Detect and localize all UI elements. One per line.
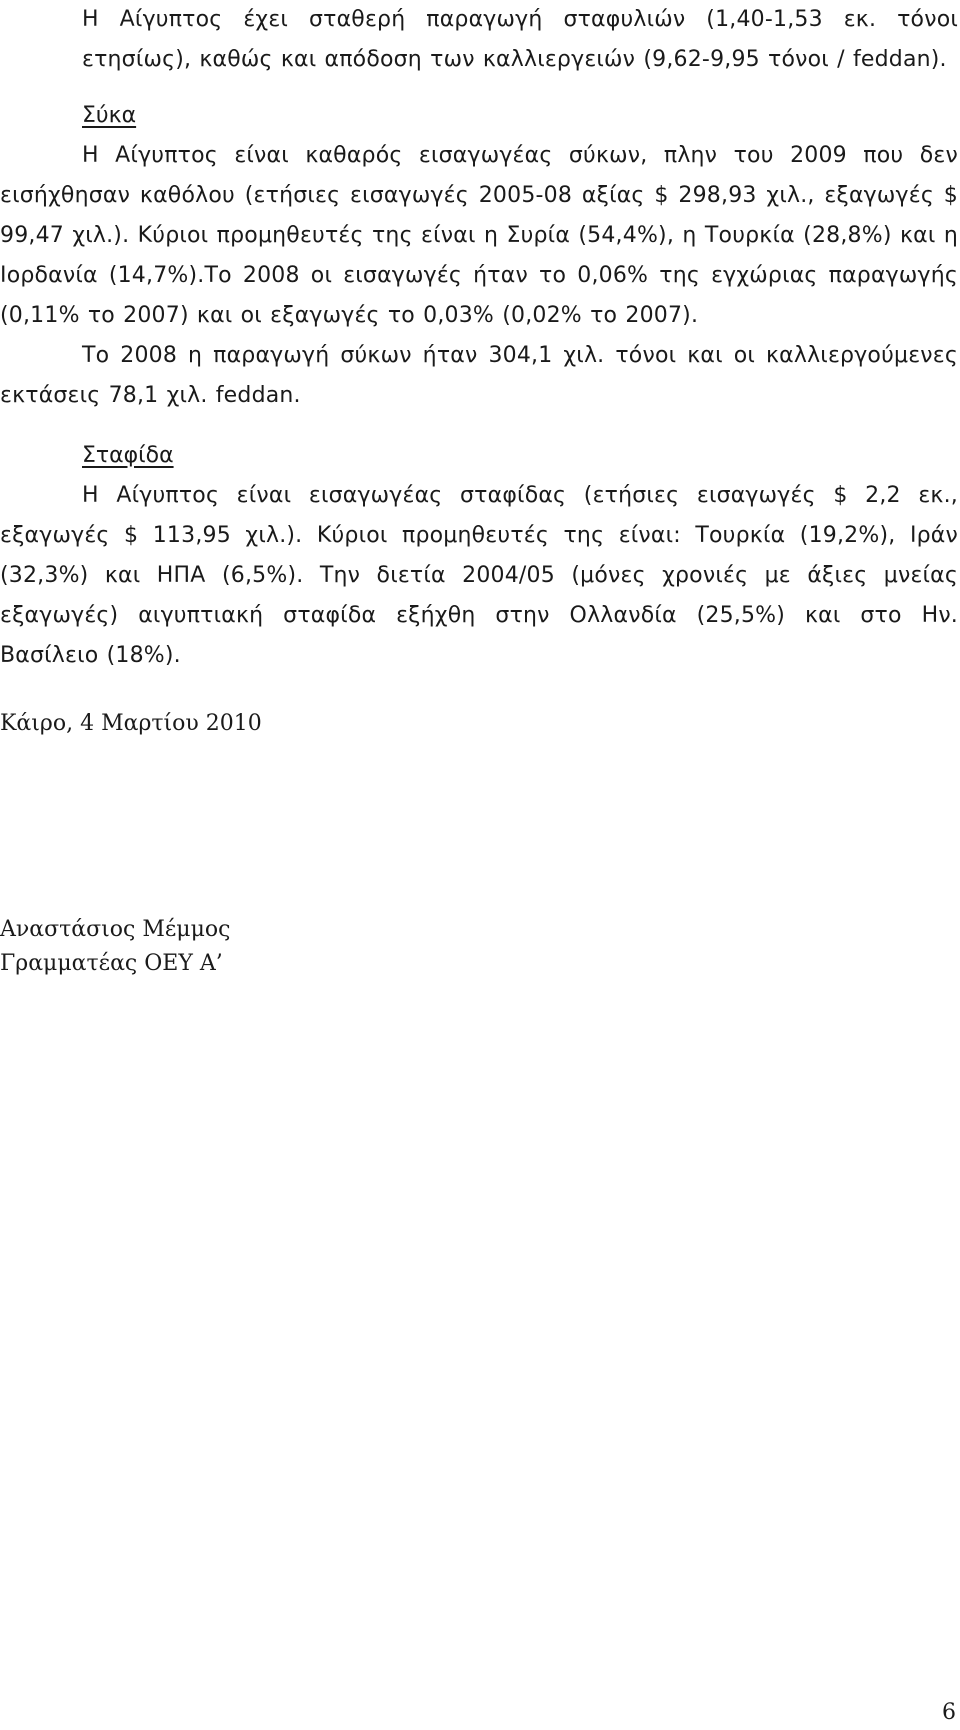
figs-heading: Σύκα bbox=[82, 103, 137, 128]
raisins-paragraph: Η Αίγυπτος είναι εισαγωγέας σταφίδας (ετήσιες εισαγωγές $ 2,2 εκ., εξαγωγές $ 113,95 χιλ.). Κύριοι προμηθευτές της είναι: Τουρκία (19,2%), Ιράν (32,3%) και ΗΠΑ (6,5%). Την διετία 2004/05 (μόνες χρονιές με άξιες μνείας εξαγωγές) αιγυπτιακή σταφίδα εξήχθη στην Ολλανδία (25,5%) και στο Ην. Βασίλειο (18%). bbox=[0, 483, 958, 668]
date-line: Κάιρο, 4 Μαρτίου 2010 bbox=[0, 711, 262, 736]
page-number: 6 bbox=[942, 1700, 956, 1725]
figs-paragraph-1: Η Αίγυπτος είναι καθαρός εισαγωγέας σύκων, πλην του 2009 που δεν εισήχθησαν καθόλου (ετήσιες εισαγωγές 2005-08 αξίας $ 298,93 χιλ., εξαγωγές $ 99,47 χιλ.). Κύριοι προμηθευτές της είναι η Συρία (54,4%), η Τουρκία (28,8%) και η Ιορδανία (14,7%).Το 2008 οι εισαγωγές ήταν το 0,06% της εγχώριας παραγωγής (0,11% το 2007) και οι εξαγωγές το 0,03% (0,02% το 2007). bbox=[0, 143, 958, 328]
signature-name: Αναστάσιος Μέμμος bbox=[0, 917, 231, 942]
figs-paragraph-2: Το 2008 η παραγωγή σύκων ήταν 304,1 χιλ. τόνοι και οι καλλιεργούμενες εκτάσεις 78,1 χιλ. feddan. bbox=[0, 343, 958, 408]
intro-paragraph: Η Αίγυπτος έχει σταθερή παραγωγή σταφυλιών (1,40-1,53 εκ. τόνοι ετησίως), καθώς και απόδοση των καλλιεργειών (9,62-9,95 τόνοι / feddan). bbox=[82, 7, 958, 72]
raisins-heading: Σταφίδα bbox=[82, 443, 174, 468]
signature-title: Γραμματέας ΟΕΥ Α’ bbox=[0, 951, 223, 976]
